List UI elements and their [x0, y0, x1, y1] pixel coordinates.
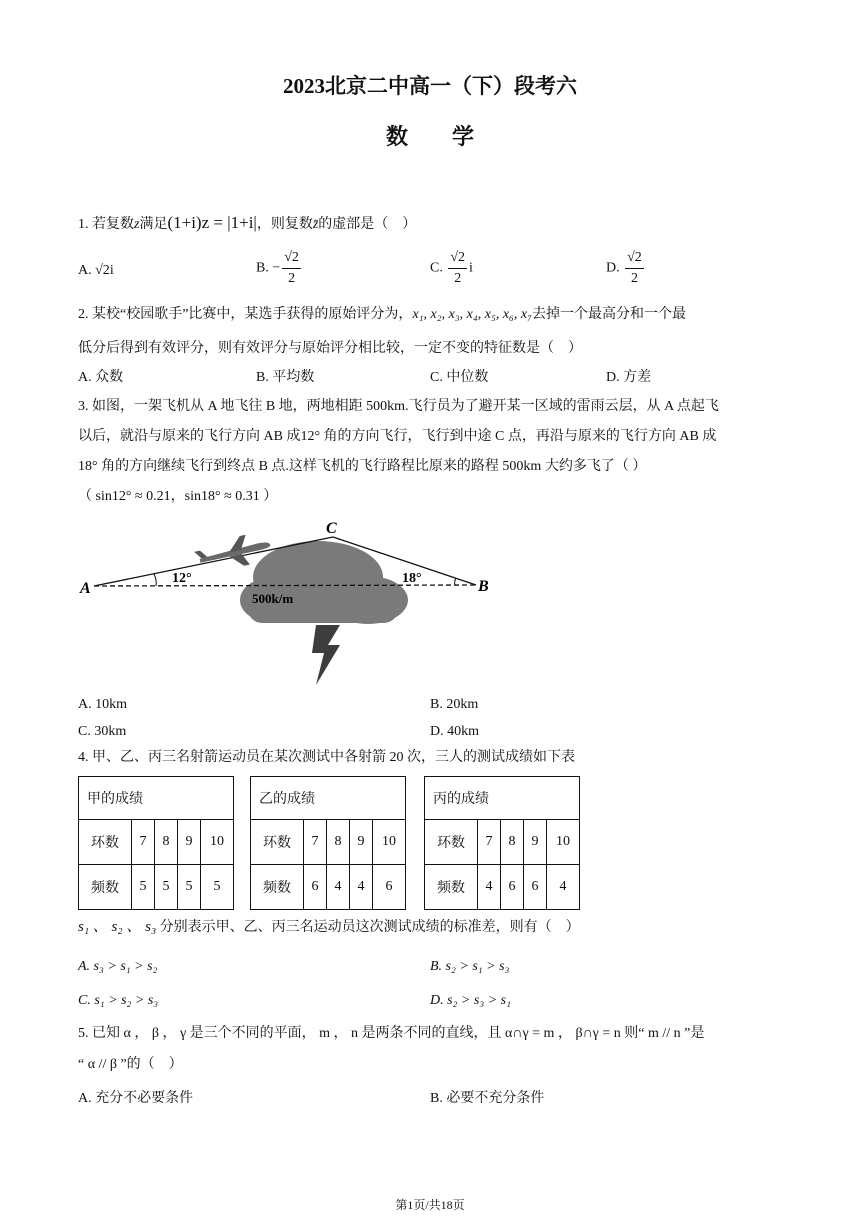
table-row: 环数 7 8 9 10	[425, 820, 580, 865]
q4-option-b[interactable]: B. s₂ > s₁ > s₃	[430, 959, 510, 974]
q4-option-a[interactable]: A. s₃ > s₁ > s₂	[78, 959, 158, 974]
angle-a-label: 12°	[172, 571, 192, 586]
label-a: A	[80, 580, 91, 597]
subject-title: 数 学	[385, 124, 474, 149]
table-row: 频数 5 5 5 5	[79, 865, 234, 910]
q2-line2: 低分后得到有效评分，则有效评分与原始评分相比较，一定不变的特征数是（ ）	[78, 341, 582, 356]
distance-label: 500k/m	[252, 591, 294, 606]
q5-option-a[interactable]: A. 充分不必要条件	[78, 1091, 194, 1106]
q3-line1: 3. 如图，一架飞机从 A 地飞往 B 地，两地相距 500km.飞行员为了避开某一区域的雷雨云层，从 A 点起飞	[78, 399, 719, 414]
q3-line4: （ sin12° ≈ 0.21，sin18° ≈ 0.31 ）	[78, 489, 278, 504]
q2-option-d[interactable]: D. 方差	[606, 370, 652, 385]
q4-after: s₁ 、 s₂ 、 s₃ 分别表示甲、乙、丙三名运动员这次测试成绩的标准差，则有（ ）	[78, 919, 580, 935]
q1-option-d[interactable]: D. $\frac{√2}{2}$	[606, 250, 642, 286]
table-title: 丙的成绩	[425, 777, 580, 820]
table-row: 环数 7 8 9 10	[79, 820, 234, 865]
score-table-yi	[250, 776, 406, 910]
q1-option-c[interactable]: C. $\frac{√2}{2}$ i	[430, 250, 473, 286]
score-table-jia	[78, 776, 234, 910]
angle-b-label: 18°	[402, 571, 422, 586]
angle-b-arc	[455, 578, 456, 585]
label-b: B	[478, 578, 489, 595]
table-title: 乙的成绩	[251, 777, 406, 820]
table-title: 甲的成绩	[79, 777, 234, 820]
q2-option-c[interactable]: C. 中位数	[430, 370, 489, 385]
q1-option-b[interactable]: B. − $\frac{√2}{2}$	[256, 250, 299, 286]
q3-option-b[interactable]: B. 20km	[430, 697, 479, 712]
q5-line1: 5. 已知 α ， β ， γ 是三个不同的平面， m ， n 是两条不同的直线，且 α∩γ = m ， β∩γ = n 则“ m // n ”是	[78, 1026, 705, 1041]
q2-option-a[interactable]: A. 众数	[78, 370, 124, 385]
q3-option-c[interactable]: C. 30km	[78, 724, 127, 739]
label-c: C	[326, 520, 337, 537]
q4-option-d[interactable]: D. s₂ > s₃ > s₁	[430, 993, 511, 1008]
table-row: 频数 6 4 4 6	[251, 865, 406, 910]
flight-path-figure	[78, 515, 508, 690]
q1-stem: 1. 若复数z满足(1+i)z = |1+i|，则复数z̄的虚部是（ ）	[78, 213, 417, 232]
q4-option-c[interactable]: C. s₁ > s₂ > s₃	[78, 993, 159, 1008]
q3-option-a[interactable]: A. 10km	[78, 697, 127, 712]
q2-option-b[interactable]: B. 平均数	[256, 370, 315, 385]
q3-line3: 18° 角的方向继续飞行到终点 B 点.这样飞机的飞行路程比原来的路程 500km 大约多飞了（ ）	[78, 459, 647, 474]
lightning-icon	[312, 625, 340, 685]
table-row: 环数 7 8 9 10	[251, 820, 406, 865]
exam-title: 2023北京二中高一（下）段考六	[283, 74, 577, 98]
q2-line1: 2. 某校“校园歌手”比赛中，某选手获得的原始评分为，x₁, x₂, x₃, x₄, x₅, x₆, x₇去掉一个最高分和一个最	[78, 307, 687, 322]
q4-stem: 4. 甲、乙、丙三名射箭运动员在某次测试中各射箭 20 次，三人的测试成绩如下表	[78, 750, 575, 765]
q5-option-b[interactable]: B. 必要不充分条件	[430, 1091, 545, 1106]
q1-option-a[interactable]: A. √2i	[78, 263, 114, 278]
score-table-bing	[424, 776, 580, 910]
q3-option-d[interactable]: D. 40km	[430, 724, 479, 739]
q3-line2: 以后，就沿与原来的飞行方向 AB 成12° 角的方向飞行，飞行到中途 C 点，再沿与原来的飞行方向 AB 成	[78, 429, 717, 444]
page-number: 第1页/共18页	[395, 1198, 465, 1212]
angle-a-arc	[154, 574, 156, 586]
table-row: 频数 4 6 6 4	[425, 865, 580, 910]
q5-line2: “ α // β ”的（ ）	[78, 1057, 183, 1072]
